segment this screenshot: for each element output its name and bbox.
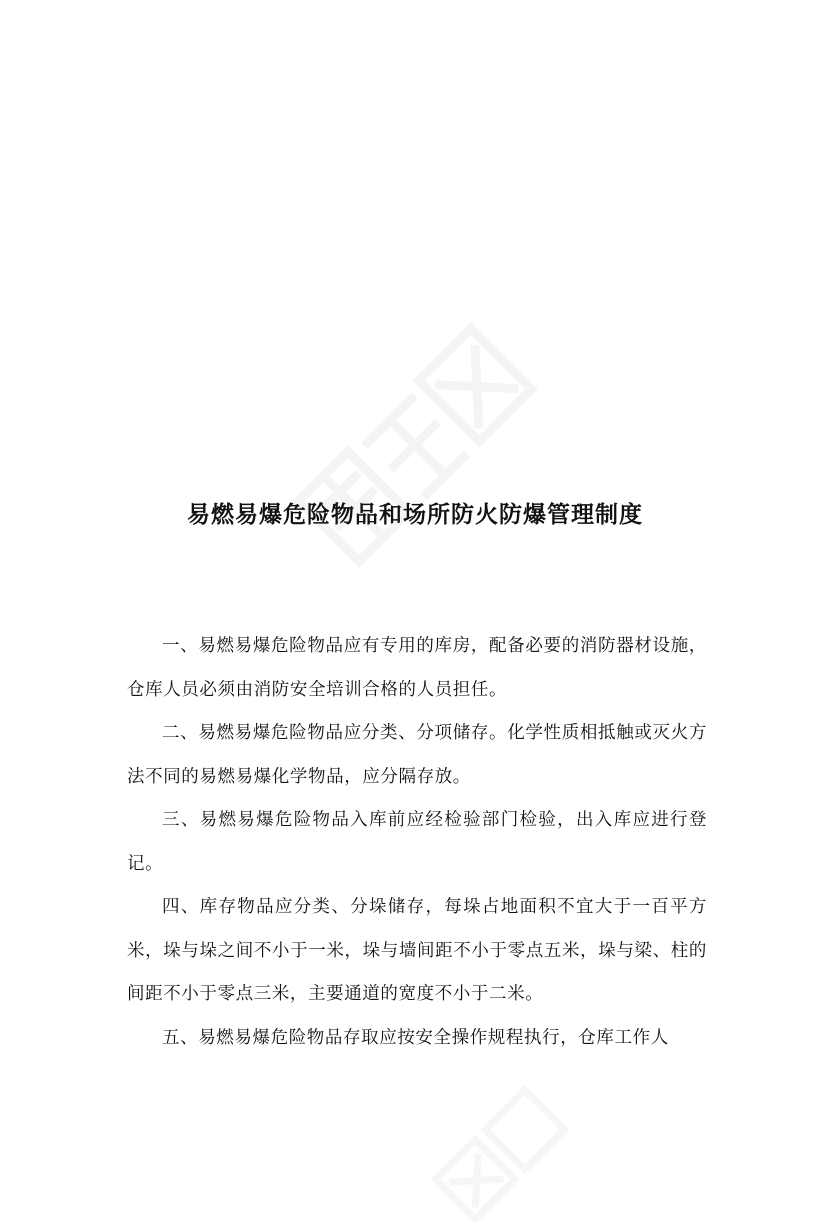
paragraph: 四、库存物品应分类、分垛储存，每垛占地面积不宜大于一百平方米，垛与垛之间不小于一米，垛与墙间距不小于零点五米，垛与梁、柱的间距不小于零点三米，主要通道的宽度不小于二米。 [127, 897, 707, 1004]
document-title: 易燃易爆危险物品和场所防火防爆管理制度 [187, 501, 643, 528]
paragraph: 五、易燃易爆危险物品存取应按安全操作规程执行，仓库工作人 [162, 1027, 669, 1048]
watermark-logo-icon [284, 314, 546, 576]
watermark-logo-icon [426, 1079, 574, 1227]
paragraph: 二、易燃易爆危险物品应分类、分项储存。化学性质相抵触或灭火方法不同的易燃易爆化学物品，应分隔存放。 [127, 723, 707, 787]
paragraph: 三、易燃易爆危险物品入库前应经检验部门检验，出入库应进行登记。 [127, 810, 707, 874]
paragraph: 一、易燃易爆危险物品应有专用的库房，配备必要的消防器材设施，仓库人员必须由消防安全培训合格的人员担任。 [127, 636, 707, 700]
document-body [127, 625, 707, 1060]
